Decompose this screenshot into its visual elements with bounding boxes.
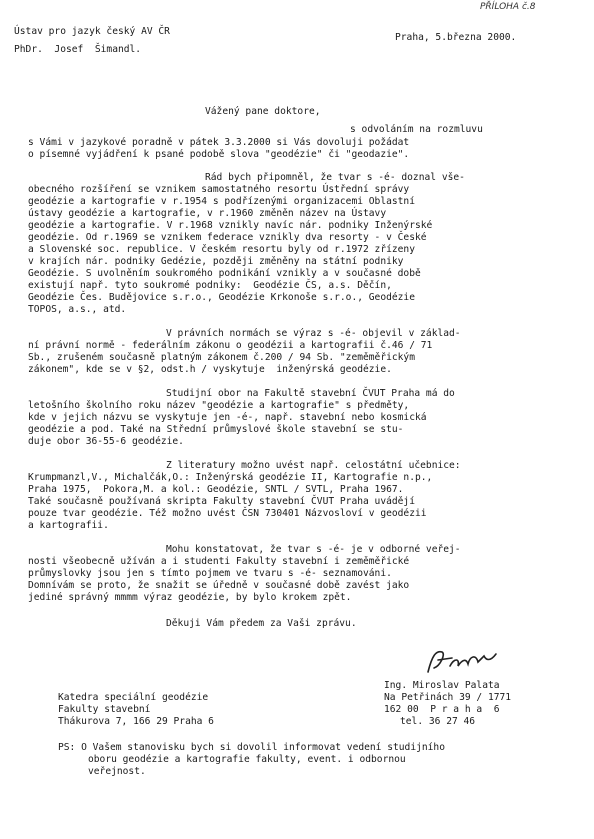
salutation: Vážený pane doktore,: [205, 106, 321, 117]
handwritten-signature: [424, 646, 504, 676]
para1-line: Geodézie Čes. Budějovice s.r.o., Geodézie Krkonoše s.r.o., Geodézie: [28, 292, 415, 303]
para4-line: Krumpmanzl,V., Michalčák,O.: Inženýrská geodézie II, Kartografie n.p.,: [28, 472, 433, 483]
attachment-stamp: PŘÍLOHA č.8: [480, 2, 536, 12]
para5-line: průmyslovky jsou jen s tímto pojmem ve tvaru s -é- seznamováni.: [28, 568, 392, 579]
para1-line: ústavy geodézie a kartografie, v r.1960 změněn název na Ústavy: [28, 208, 387, 219]
author-line: tel. 36 27 46: [400, 716, 476, 727]
para4-line: a kartografii.: [28, 520, 109, 531]
para1-line: a Slovenské soc. republice. V českém resortu byly od r.1972 zřízeny: [28, 244, 415, 255]
para2-line: zákonem", kde se v §2, odst.h / vyskytuje inženýrská geodézie.: [28, 364, 392, 375]
ps-line: PS: O Vašem stanovisku bych si dovolil informovat vedení studijního: [58, 742, 445, 753]
para5-line: Domnívám se proto, že snažit se úředně v současné době zavést jako: [28, 580, 410, 591]
author-line: 162 00 P r a h a 6: [384, 704, 500, 715]
para1-line: obecného rozšíření se vznikem samostatného resortu Ústřední správy: [28, 184, 410, 195]
author-line: Ing. Miroslav Palata: [384, 680, 500, 691]
para4-line: Praha 1975, Pokora,M. a kol.: Geodézie, SNTL / SVTL, Praha 1967.: [28, 484, 404, 495]
para1-line: TOPOS, a.s., atd.: [28, 304, 127, 315]
para1-line: Rád bych připomněl, že tvar s -é- doznal vše-: [205, 172, 465, 183]
para3-line: Studijní obor na Fakultě stavební ČVUT Praha má do: [166, 388, 455, 399]
closing-line: Děkuji Vám předem za Vaši zprávu.: [166, 618, 357, 629]
para2-line: Sb., zrušeném současně platným zákonem č.200 / 94 Sb. "zeměměřickým: [28, 352, 415, 363]
department-line: Fakulty stavební: [58, 704, 151, 715]
para2-line: V právních normách se výraz s -é- objevil v základ-: [166, 328, 461, 339]
author-line: Na Petřinách 39 / 1771: [384, 692, 512, 703]
para3-line: duje obor 36-55-6 geodézie.: [28, 436, 184, 447]
intro-line: o písemné vyjádření k psané podobě slova "geodézie" či "geodazie".: [28, 149, 410, 160]
para2-line: ní právní normě - federálním zákonu o geodézii a kartografii č.46 / 71: [28, 340, 433, 351]
para5-line: jediné správný mmmm výraz geodézie, by bylo krokem zpět.: [28, 592, 352, 603]
ps-line: veřejnost.: [88, 766, 146, 777]
para3-line: letošního školního roku název "geodézie a kartografie" s předměty,: [28, 400, 410, 411]
para4-line: Z literatury možno uvést např. celostátní učebnice:: [166, 460, 461, 471]
para1-line: existují např. tyto soukromé podniky: Geodézie ČS, a.s. Děčín,: [28, 280, 392, 291]
para5-line: nosti všeobecně užíván a i studenti Fakulty stavební i zeměměřické: [28, 556, 410, 567]
sender-name: PhDr. Josef Šimandl.: [14, 44, 142, 55]
para5-line: Mohu konstatovat, že tvar s -é- je v odborné veřej-: [166, 544, 461, 555]
para3-line: kde v jejich názvu se vyskytuje jen -é-, např. stavební nebo kosmická: [28, 412, 427, 423]
para1-line: geodézie. Od r.1969 se vznikem federace vznikly dva resorty - v České: [28, 232, 427, 243]
sender-institution: Ústav pro jazyk český AV ČR: [14, 26, 170, 37]
para1-line: geodézie a kartografie. V r.1968 vznikly navíc nár. podniky Inženýrské: [28, 220, 433, 231]
department-line: Katedra speciální geodézie: [58, 692, 209, 703]
place-date: Praha, 5.března 2000.: [395, 32, 517, 43]
intro-line: s odvoláním na rozmluvu: [350, 124, 483, 135]
para1-line: geodézie a kartografie v r.1954 s podřízenými organizacemi Oblastní: [28, 196, 415, 207]
para1-line: Geodézie. S uvolněním soukromého podnikání vznikly a v současné době: [28, 268, 421, 279]
ps-line: oboru geodézie a kartografie fakulty, event. i odbornou: [88, 754, 406, 765]
para4-line: Také současně používaná skripta Fakulty stavební ČVUT Praha uvádějí: [28, 496, 415, 507]
para1-line: v krajích nár. podniky Gedézie, později změněny na státní podniky: [28, 256, 404, 267]
para3-line: geodézie a pod. Také na Střední průmyslové škole stavební se stu-: [28, 424, 404, 435]
department-line: Thákurova 7, 166 29 Praha 6: [58, 716, 214, 727]
para4-line: pouze tvar geodézie. Též možno uvést ČSN 730401 Názvosloví v geodézii: [28, 508, 427, 519]
intro-line: s Vámi v jazykové poradně v pátek 3.3.2000 si Vás dovoluji požádat: [28, 137, 410, 148]
